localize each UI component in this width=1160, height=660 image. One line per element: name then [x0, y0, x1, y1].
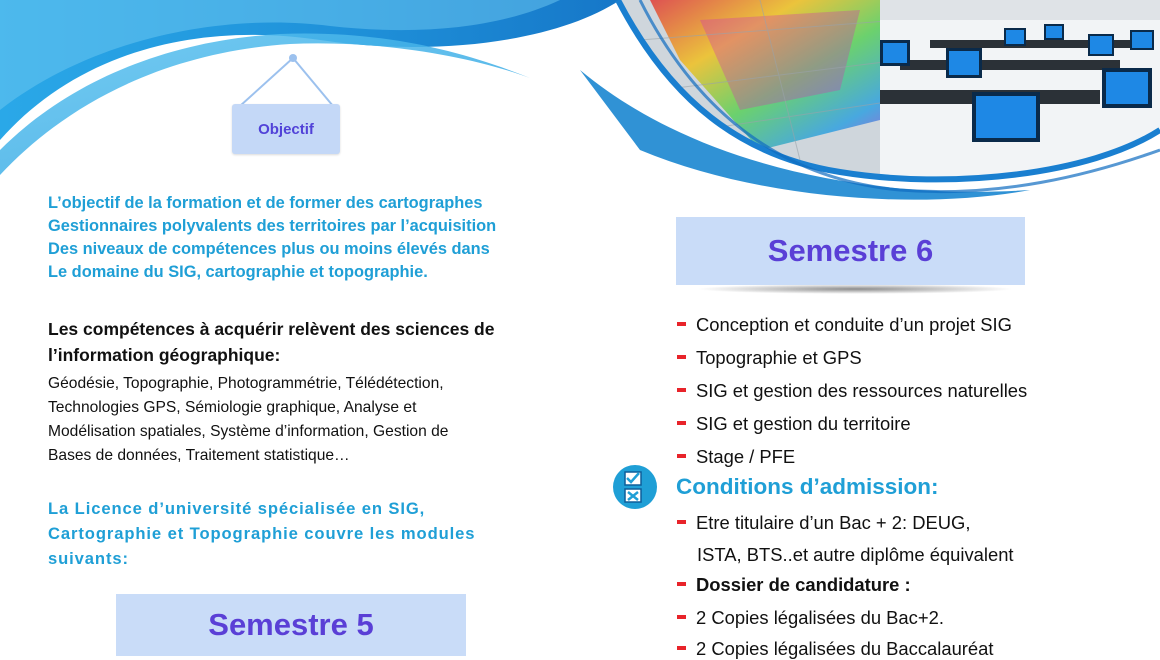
dossier-item: 2 Copies légalisées du Bac+2.	[696, 607, 944, 628]
dash-bullet-icon	[677, 454, 686, 458]
dash-bullet-icon	[677, 355, 686, 359]
module-label: SIG et gestion du territoire	[696, 413, 911, 434]
dossier-title: Dossier de candidature :	[696, 574, 911, 595]
checklist-icon	[612, 464, 658, 510]
competences-line: Géodésie, Topographie, Photogrammétrie, Télédétection,	[48, 375, 444, 392]
licence-line: suivants:	[48, 549, 129, 568]
objectif-paragraph	[48, 192, 568, 284]
dossier-heading	[677, 574, 911, 596]
list-item	[677, 314, 1012, 336]
list-item	[677, 380, 1027, 402]
dash-bullet-icon	[677, 322, 686, 326]
competences-line: Bases de données, Traitement statistique…	[48, 447, 350, 464]
dash-bullet-icon	[677, 520, 686, 524]
competences-line: Modélisation spatiales, Système d’information, Gestion de	[48, 423, 449, 440]
condition-text: Etre titulaire d’un Bac + 2: DEUG,	[696, 512, 971, 533]
competences-heading	[48, 316, 568, 368]
list-item	[677, 413, 911, 435]
list-item	[677, 638, 994, 660]
dash-bullet-icon	[677, 615, 686, 619]
objectif-line: Gestionnaires polyvalents des territoires par l’acquisition	[48, 217, 497, 235]
competences-list	[48, 372, 568, 468]
competences-heading-line: Les compétences à acquérir relèvent des sciences de	[48, 319, 495, 339]
objectif-line: Le domaine du SIG, cartographie et topographie.	[48, 263, 428, 281]
list-item-continuation	[697, 544, 1014, 566]
semestre5-banner	[116, 594, 466, 656]
conditions-title: Conditions d’admission:	[676, 474, 939, 499]
objectif-line: L’objectif de la formation et de former des cartographes	[48, 194, 483, 212]
list-item	[677, 512, 970, 534]
semestre6-title: Semestre 6	[767, 233, 934, 268]
dossier-item: 2 Copies légalisées du Baccalauréat	[696, 638, 994, 659]
list-item	[677, 607, 944, 629]
objectif-sign	[232, 104, 340, 154]
module-label: Topographie et GPS	[696, 347, 862, 368]
condition-text: ISTA, BTS..et autre diplôme équivalent	[697, 544, 1014, 565]
list-item	[677, 347, 862, 369]
module-label: SIG et gestion des ressources naturelles	[696, 380, 1028, 401]
licence-line: Cartographie et Topographie couvre les modules	[48, 524, 476, 543]
list-item	[677, 446, 795, 468]
licence-paragraph	[48, 496, 568, 571]
objectif-label: Objectif	[258, 120, 314, 138]
module-label: Conception et conduite d’un projet SIG	[696, 314, 1012, 335]
dash-bullet-icon	[677, 421, 686, 425]
dash-bullet-icon	[677, 388, 686, 392]
semestre6-banner	[676, 217, 1025, 285]
licence-line: La Licence d’université spécialisée en SIG,	[48, 499, 426, 518]
competences-heading-line: l’information géographique:	[48, 345, 281, 365]
semestre5-title: Semestre 5	[208, 607, 374, 642]
semestre6-shadow	[696, 284, 1014, 294]
competences-line: Technologies GPS, Sémiologie graphique, Analyse et	[48, 399, 417, 416]
dash-bullet-icon	[677, 582, 686, 586]
objectif-line: Des niveaux de compétences plus ou moins élevés dans	[48, 240, 490, 258]
module-label: Stage / PFE	[696, 446, 796, 467]
